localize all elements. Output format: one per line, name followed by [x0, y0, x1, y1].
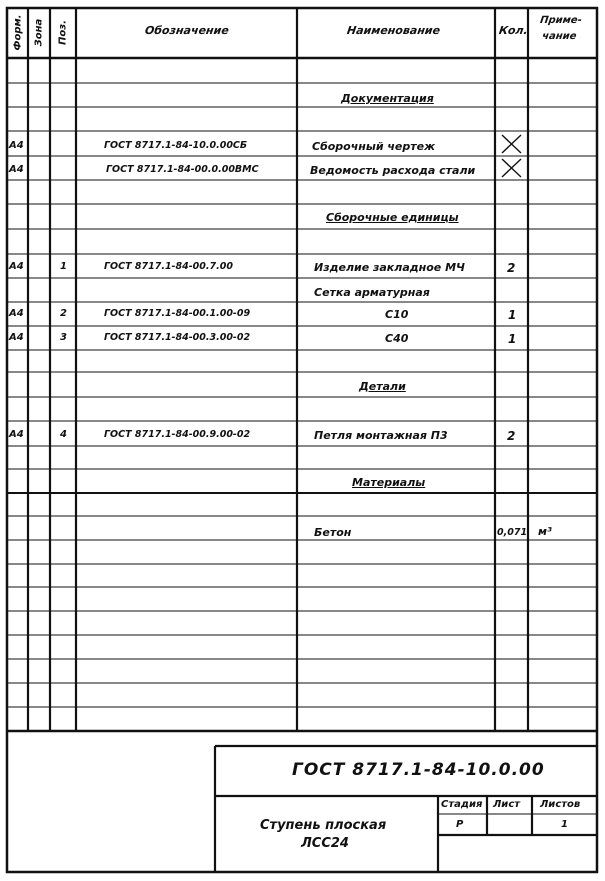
row-asm2-name: С10 [385, 308, 409, 321]
col-zone-header: Зона [33, 18, 45, 47]
row-doc2-designation: ГОСТ 8717.1-84-00.0.00ВМС [106, 164, 259, 175]
row-doc1-format: А4 [9, 140, 24, 151]
section-assemblies: Сборочные единицы [326, 211, 459, 224]
title-stage-value: Р [456, 819, 464, 830]
row-asm1-designation: ГОСТ 8717.1-84-00.7.00 [104, 261, 233, 272]
row-asm2-pos: 2 [60, 308, 67, 319]
title-doc-code: ГОСТ 8717.1-84-10.0.00 [292, 760, 545, 780]
title-sheet-label: Лист [493, 799, 521, 810]
row-asm1-format: А4 [9, 261, 24, 272]
row-doc1-name: Сборочный чертеж [312, 140, 436, 153]
row-asm3-name: С40 [385, 332, 409, 345]
row-asm3-pos: 3 [60, 332, 67, 343]
row-part1-pos: 4 [60, 429, 67, 440]
col-note-header-line1: Приме- [539, 15, 583, 26]
row-mat1-name: Бетон [314, 526, 352, 539]
title-product-code: ЛСС24 [301, 836, 349, 851]
row-asm3-designation: ГОСТ 8717.1-84-00.3.00-02 [104, 332, 251, 343]
col-designation-header: Обозначение [144, 24, 230, 37]
row-asm2-title: Сетка арматурная [314, 286, 430, 299]
col-pos-header: Поз. [57, 20, 69, 45]
col-note-header-line2: чание [541, 31, 578, 42]
col-name-header: Наименование [346, 24, 442, 37]
row-part1-designation: ГОСТ 8717.1-84-00.9.00-02 [104, 429, 251, 440]
row-asm3-format: А4 [9, 332, 24, 343]
row-doc1-designation: ГОСТ 8717.1-84-10.0.00СБ [104, 140, 248, 151]
row-asm3-qty: 1 [508, 332, 517, 346]
title-product-name: Ступень плоская [260, 818, 387, 833]
row-asm2-format: А4 [9, 308, 24, 319]
row-asm1-qty: 2 [507, 261, 516, 275]
title-sheets-value: 1 [561, 819, 568, 830]
row-mat1-note: м³ [538, 525, 552, 538]
row-doc2-name: Ведомость расхода стали [310, 164, 476, 177]
row-doc2-format: А4 [9, 164, 24, 175]
row-asm1-name: Изделие закладное МЧ [314, 261, 465, 274]
col-qty-header: Кол. [498, 24, 529, 37]
title-sheets-label: Листов [540, 799, 581, 810]
section-materials: Материалы [352, 476, 426, 489]
row-lines [7, 83, 597, 707]
row-part1-name: Петля монтажная П3 [314, 429, 448, 442]
section-documentation: Документация [341, 92, 434, 105]
row-mat1-qty: 0,071 [497, 527, 528, 538]
row-part1-qty: 2 [507, 429, 516, 443]
row-asm2-designation: ГОСТ 8717.1-84-00.1.00-09 [104, 308, 251, 319]
row-asm1-pos: 1 [60, 261, 67, 272]
row-asm2-qty: 1 [508, 308, 517, 322]
col-format-header: Форм. [12, 14, 24, 51]
section-parts: Детали [359, 380, 406, 393]
title-stage-label: Стадия [441, 799, 483, 810]
row-part1-format: А4 [9, 429, 24, 440]
